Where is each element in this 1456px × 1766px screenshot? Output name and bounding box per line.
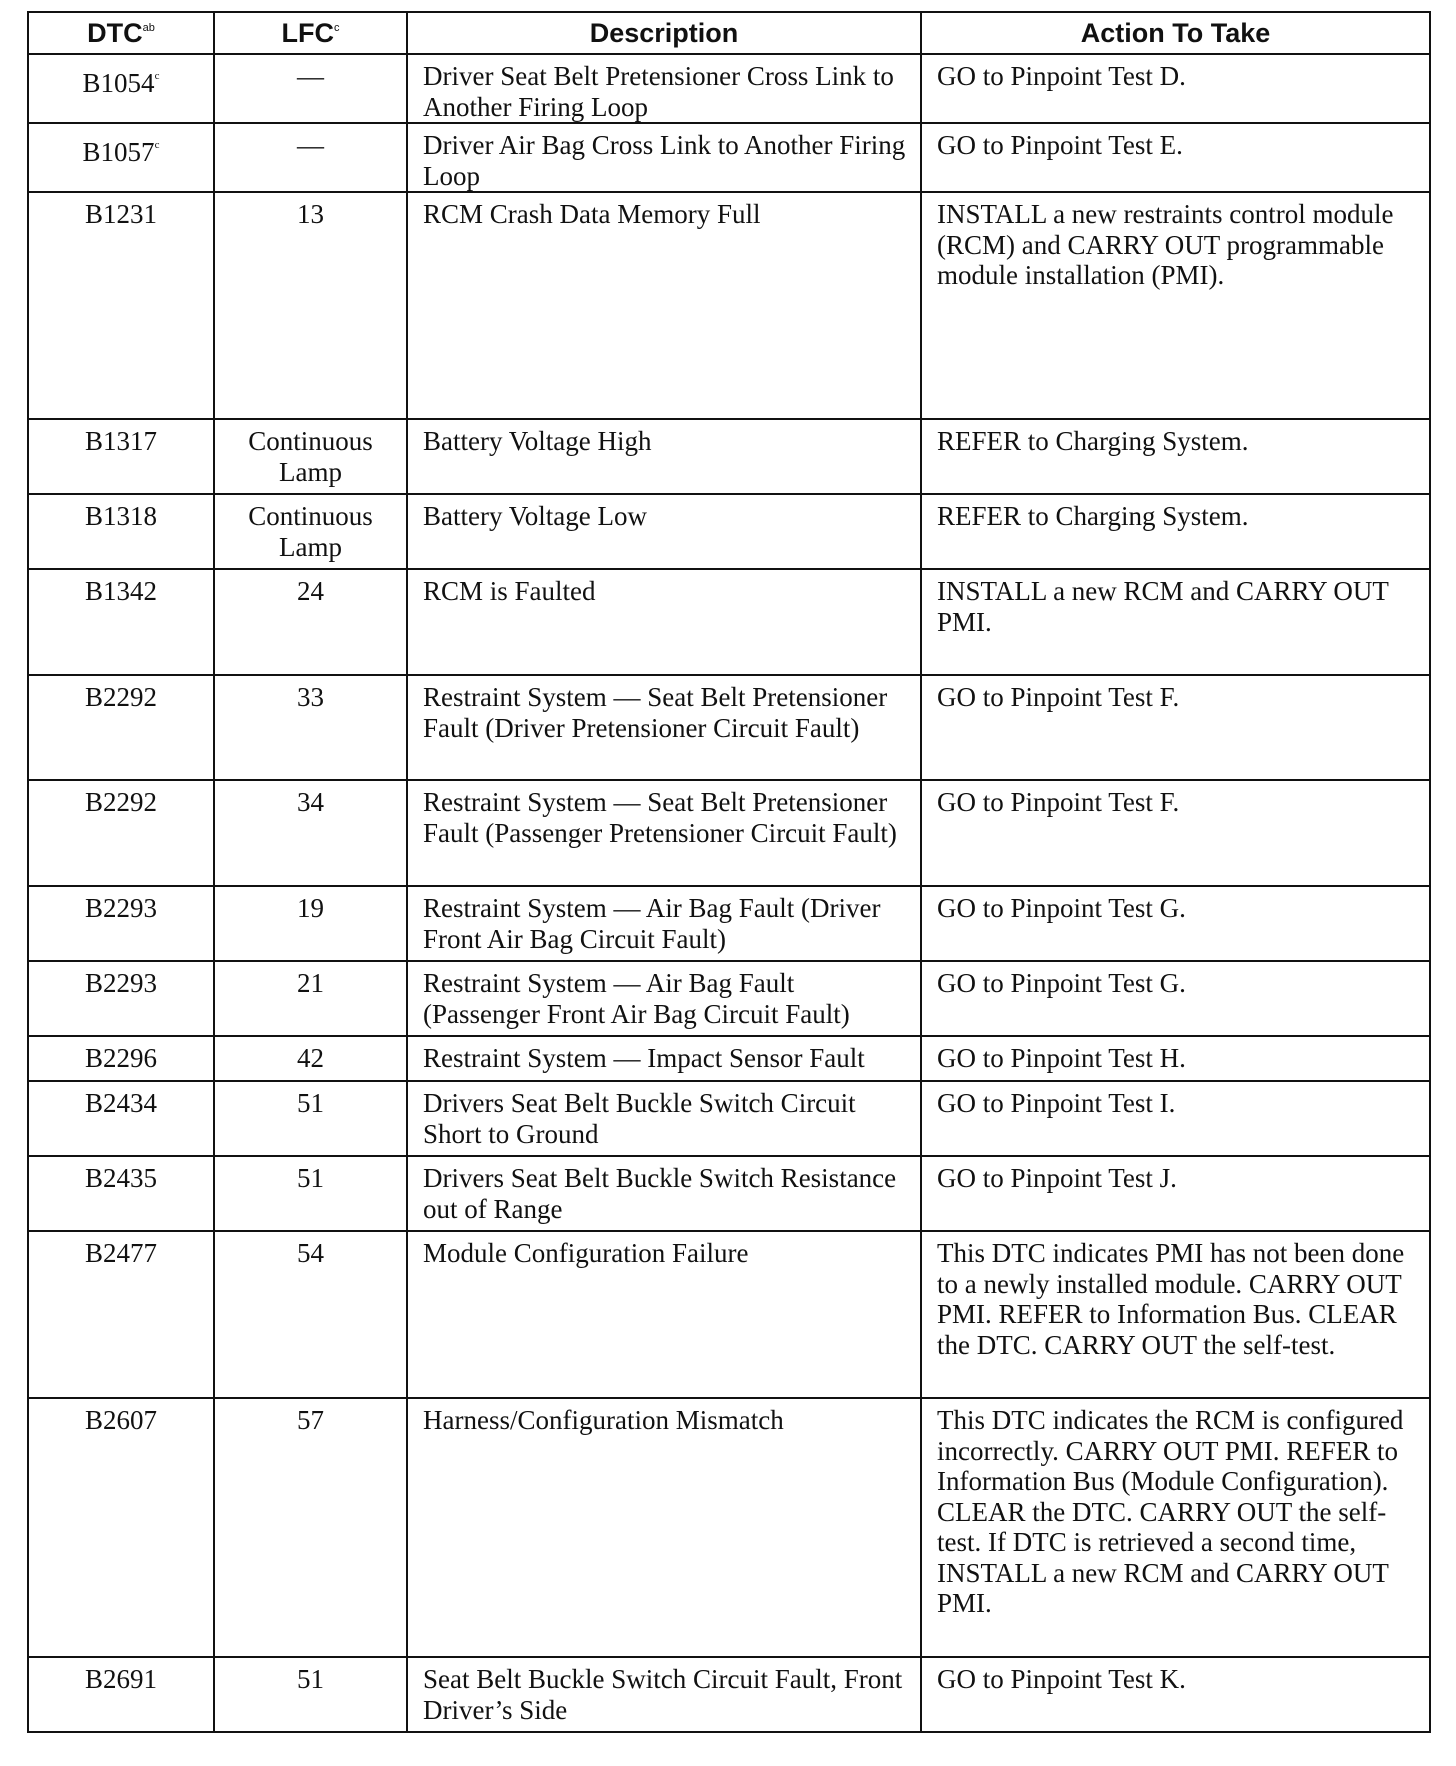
lfc-cell: 42 — [214, 1036, 407, 1081]
action-cell: GO to Pinpoint Test J. — [921, 1156, 1430, 1231]
action-cell: This DTC indicates the RCM is configured incorrectly. CARRY OUT PMI. REFER to Information Bus (Module Configuration). CLEAR the DTC. CARRY OUT the self-test. If DTC is retrieved a second time, INSTALL a new RCM and CARRY OUT PMI. — [921, 1398, 1430, 1657]
dtc-code-cell: B2293 — [28, 886, 214, 961]
dtc-table — [27, 11, 1431, 1733]
table-row — [28, 54, 1430, 123]
table-row — [28, 1231, 1430, 1398]
description-cell: Restraint System — Air Bag Fault (Driver Front Air Bag Circuit Fault) — [407, 886, 921, 961]
lfc-cell: 19 — [214, 886, 407, 961]
action-cell: GO to Pinpoint Test K. — [921, 1657, 1430, 1732]
action-cell: GO to Pinpoint Test E. — [921, 123, 1430, 192]
description-cell: Battery Voltage Low — [407, 494, 921, 569]
dtc-code-cell: B2434 — [28, 1081, 214, 1156]
table-row — [28, 569, 1430, 675]
dtc-code-cell: B2477 — [28, 1231, 214, 1398]
dtc-code-cell: B2691 — [28, 1657, 214, 1732]
lfc-cell: — — [214, 54, 407, 123]
description-cell: Restraint System — Air Bag Fault (Passenger Front Air Bag Circuit Fault) — [407, 961, 921, 1036]
description-cell: Seat Belt Buckle Switch Circuit Fault, Front Driver’s Side — [407, 1657, 921, 1732]
table-row — [28, 1657, 1430, 1732]
dtc-code-cell: B2292 — [28, 780, 214, 886]
table-row — [28, 1081, 1430, 1156]
dtc-footnote: c — [154, 70, 160, 82]
dtc-code-cell: B2293 — [28, 961, 214, 1036]
action-cell: This DTC indicates PMI has not been done to a newly installed module. CARRY OUT PMI. REFER to Information Bus. CLEAR the DTC. CARRY OUT the self-test. — [921, 1231, 1430, 1398]
description-cell: Restraint System — Seat Belt Pretensioner Fault (Passenger Pretensioner Circuit Fault) — [407, 780, 921, 886]
description-cell: RCM Crash Data Memory Full — [407, 192, 921, 419]
action-cell: GO to Pinpoint Test H. — [921, 1036, 1430, 1081]
table-row — [28, 1398, 1430, 1657]
description-cell: Drivers Seat Belt Buckle Switch Circuit Short to Ground — [407, 1081, 921, 1156]
action-cell: REFER to Charging System. — [921, 419, 1430, 494]
dtc-code-cell: B2296 — [28, 1036, 214, 1081]
lfc-cell: 57 — [214, 1398, 407, 1657]
table-row — [28, 886, 1430, 961]
action-cell: REFER to Charging System. — [921, 494, 1430, 569]
dtc-code-cell: B2292 — [28, 675, 214, 780]
table-row — [28, 961, 1430, 1036]
description-cell: Restraint System — Impact Sensor Fault — [407, 1036, 921, 1081]
dtc-code-cell: B1317 — [28, 419, 214, 494]
lfc-cell: 51 — [214, 1081, 407, 1156]
action-cell: GO to Pinpoint Test D. — [921, 54, 1430, 123]
lfc-cell: 54 — [214, 1231, 407, 1398]
header-dtc: $DTC^{ab}$ — [28, 12, 214, 54]
dtc-code-cell: B1342 — [28, 569, 214, 675]
header-lfc-footnote: c — [333, 21, 340, 34]
action-cell: INSTALL a new RCM and CARRY OUT PMI. — [921, 569, 1430, 675]
lfc-cell: 51 — [214, 1657, 407, 1732]
description-cell: Drivers Seat Belt Buckle Switch Resistance out of Range — [407, 1156, 921, 1231]
description-cell: Restraint System — Seat Belt Pretensioner Fault (Driver Pretensioner Circuit Fault) — [407, 675, 921, 780]
lfc-cell: 24 — [214, 569, 407, 675]
table-row — [28, 780, 1430, 886]
header-dtc-footnote: ab — [142, 21, 155, 34]
action-cell: GO to Pinpoint Test F. — [921, 780, 1430, 886]
lfc-cell: — — [214, 123, 407, 192]
lfc-cell: 34 — [214, 780, 407, 886]
table-header-row — [28, 12, 1430, 54]
dtc-code-cell: B1057$^c$ — [28, 123, 214, 192]
lfc-cell: Continuous Lamp — [214, 494, 407, 569]
dtc-code-cell: B2607 — [28, 1398, 214, 1657]
lfc-cell: 33 — [214, 675, 407, 780]
table-row — [28, 419, 1430, 494]
description-cell: Driver Seat Belt Pretensioner Cross Link to Another Firing Loop — [407, 54, 921, 123]
lfc-cell: 13 — [214, 192, 407, 419]
action-cell: INSTALL a new restraints control module (RCM) and CARRY OUT programmable module installation (PMI). — [921, 192, 1430, 419]
table-row — [28, 494, 1430, 569]
header-action: Action To Take — [921, 12, 1430, 54]
action-cell: GO to Pinpoint Test I. — [921, 1081, 1430, 1156]
description-cell: Driver Air Bag Cross Link to Another Firing Loop — [407, 123, 921, 192]
action-cell: GO to Pinpoint Test F. — [921, 675, 1430, 780]
description-cell: Module Configuration Failure — [407, 1231, 921, 1398]
dtc-code-cell: B2435 — [28, 1156, 214, 1231]
description-cell: RCM is Faulted — [407, 569, 921, 675]
table-row — [28, 1036, 1430, 1081]
header-description: Description — [407, 12, 921, 54]
dtc-code-cell: B1054$^c$ — [28, 54, 214, 123]
lfc-cell: Continuous Lamp — [214, 419, 407, 494]
action-cell: GO to Pinpoint Test G. — [921, 961, 1430, 1036]
table-row — [28, 1156, 1430, 1231]
dtc-code-cell: B1231 — [28, 192, 214, 419]
table-row — [28, 675, 1430, 780]
dtc-code-cell: B1318 — [28, 494, 214, 569]
header-lfc: LFC$^c$ — [214, 12, 407, 54]
dtc-footnote: c — [154, 139, 160, 151]
lfc-cell: 21 — [214, 961, 407, 1036]
action-cell: GO to Pinpoint Test G. — [921, 886, 1430, 961]
lfc-cell: 51 — [214, 1156, 407, 1231]
description-cell: Harness/Configuration Mismatch — [407, 1398, 921, 1657]
description-cell: Battery Voltage High — [407, 419, 921, 494]
table-row — [28, 192, 1430, 419]
table-row — [28, 123, 1430, 192]
